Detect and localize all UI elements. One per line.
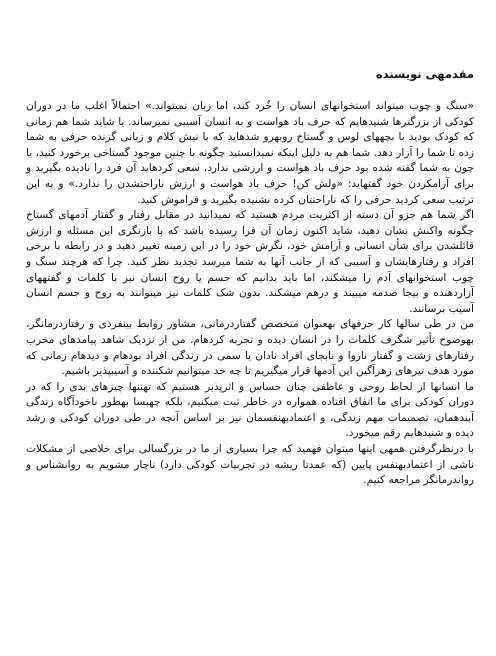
paragraph: اگر شما هم جزو آن دسته از اکثریت مردم هستید که نمیدانید در مقابل رفتار و گفتار آدمهای گستاخ چگونه واکنش نشان دهید، شاید اکنون زمان آن فرا رسیده باشد که با بازنگری این مسئله و ارزش قائلشدن برای شأن انسانی و آرامش خود، نگرش خود را در این زمینه تغییر دهید و در رابطه با برخی افراد و رفتارهایشان و آسیبی که از جانب آنها به شما میرسد تجدید نظر کنید. چرا که هرچند سنگ و چوب استخوانهای آدم را میشکند، اما باید بدانیم که جسم یا روح انسان نیز با کلمات و گفتههای آزاردهنده و بیجا صدمه میبیند و درهم میشکند. بدون شک کلمات نیز میتوانند به روح و جسم انسان آسیب برسانند.: [26, 209, 474, 315]
page-title: مقدمهی نویسنده: [375, 67, 474, 81]
paragraph: با درنظرگرفتن همهی اینها میتوان فهمید که چرا بسیاری از ما در بزرگسالی برای خلاصی از مشکلات ناشی از اعتمادبهنفس پایین (که عمدتا ریشه در تجربیات کودکی دارد) ناچار مشویم به روانشناس و رواندرمانگر مراجعه کنیم.: [26, 443, 474, 487]
paragraph: ما انسانها از لحاظ روحی و عاطفی چنان حساس و اثرپذیر هستیم که تهتنها چیزهای بدی را که در دوران کودکی برای ما اتفاق افتاده همواره در خاطر ثبت میکنیم، بلکه چهبسا بهطور ناخودآگاه زندگی آیندهمان، تصمیمات مهم زندگی، و اعتمادبهنفسمان نیز بر اساس آنچه در طی دوران کودکی و رشد دیده و شنیدهایم رقم میخورد.: [26, 380, 474, 440]
paragraph: «سنگ و چوب میتواند استخوانهای انسان را خُرد کند، اما زبان نمیتواند.» احتمالاً اغلب ما در دوران کودکی از بزرگترها شنیدهایم که حرف باد هواست و به انسان آسیبی نمیرساند. یا شاید شما هم زمانی که کودک بودید با بچههای لوس و گستاخ روبهرو شدهاید که با نیش کلام و زبانی گزنده حرفی به شما زده تا شما را آزار دهد. شما هم به دلیل اینکه نمیدانستید چگونه با چنین موجود گستاخی برخورد کنید، یا چون به شما گفته شده بود حرف باد هواست و ارزشی ندارد، سعی کردهاید آن فرد را نادیده بگیرید و برای آرامکردن خود گفتهاید: «ولش کن! حرف باد هواست و ارزش ناراحتشدن را ندارد.» و به این ترتیب سعی کردید حرفی را که ناراحتتان کرده نشنیده بگیرید و فراموش کنید.: [26, 100, 474, 206]
paragraph: من در طی سالها کار حرفهای بهعنوان متخصص گفتاردرمانی، مشاور روابط بینفردی و رفتاردرمانگر، بهوضوح تأثیر شگرف کلمات را در انسان دیده و تجربه کردهام. من از نزدیک شاهد پیامدهای مخرب رفتارهای زشت و گفتار ناروا و نابجای افراد نادان یا سمی در زندگی افراد بودهام و دیدهام زمانی که مورد هدف تیرهای زهرآگین این آدمها قرار میگیریم تا چه حد میتوانیم شکننده و آسیبپذیر باشیم.: [26, 318, 474, 378]
